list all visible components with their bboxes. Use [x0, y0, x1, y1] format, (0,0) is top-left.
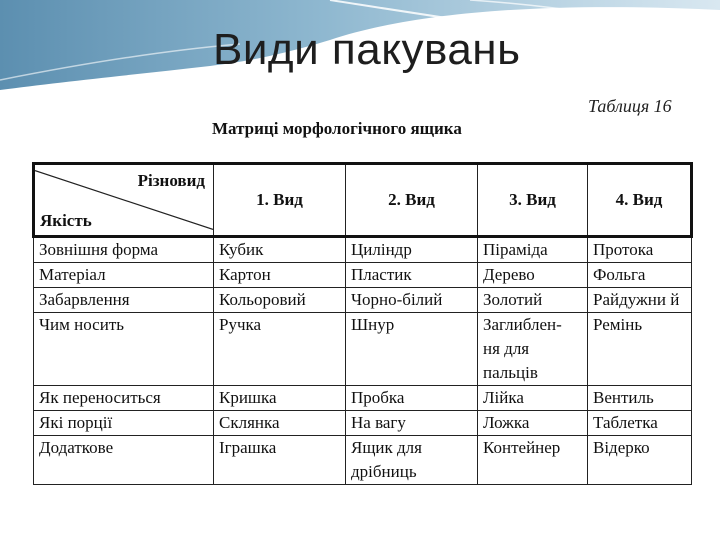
corner-label-variety: Різновид: [137, 171, 205, 190]
table-cell: Циліндр: [346, 237, 478, 263]
table-cell: Протока: [588, 237, 692, 263]
table-number: Таблиця 16: [588, 96, 672, 116]
table-cell: Відерко: [588, 436, 692, 485]
table-row: [34, 237, 692, 263]
table-cell: На вагу: [346, 411, 478, 436]
column-header: 1. Вид: [214, 164, 346, 237]
row-quality-label: Зовнішня форма: [34, 237, 214, 263]
column-header: 4. Вид: [588, 164, 692, 237]
table-cell: Ящик для дрібниць: [346, 436, 478, 485]
table-cell: Піраміда: [478, 237, 588, 263]
table-row: [34, 313, 692, 386]
row-quality-label: Як переноситься: [34, 386, 214, 411]
table-cell: Контейнер: [478, 436, 588, 485]
table-cell: Склянка: [214, 411, 346, 436]
column-header: 2. Вид: [346, 164, 478, 237]
table-cell: Пластик: [346, 263, 478, 288]
table-cell: Фольга: [588, 263, 692, 288]
table-row: [34, 263, 692, 288]
table-cell: Шнур: [346, 313, 478, 386]
morphological-matrix-table: [32, 162, 693, 485]
table-cell: Пробка: [346, 386, 478, 411]
table-cell: Заглиблен- ня для пальців: [478, 313, 588, 386]
table-row: [34, 411, 692, 436]
corner-label-quality: Якість: [40, 211, 92, 230]
table-cell: Ручка: [214, 313, 346, 386]
table-cell: Лійка: [478, 386, 588, 411]
table-row: [34, 288, 692, 313]
row-quality-label: Забарвлення: [34, 288, 214, 313]
row-quality-label: Чим носить: [34, 313, 214, 386]
table-cell: Золотий: [478, 288, 588, 313]
table-cell: Ремінь: [588, 313, 692, 386]
table-cell: Іграшка: [214, 436, 346, 485]
table-cell: Райдужни й: [588, 288, 692, 313]
table-row: [34, 386, 692, 411]
table-cell: Дерево: [478, 263, 588, 288]
table-row: [34, 436, 692, 485]
row-quality-label: Матеріал: [34, 263, 214, 288]
table-cell: Вентиль: [588, 386, 692, 411]
table-cell: Кришка: [214, 386, 346, 411]
table-caption: Матриці морфологічного ящика: [212, 119, 462, 138]
header-row: [34, 164, 692, 237]
table-cell: Кубик: [214, 237, 346, 263]
row-quality-label: Які порції: [34, 411, 214, 436]
table-cell: Ложка: [478, 411, 588, 436]
column-header: 3. Вид: [478, 164, 588, 237]
table-cell: Таблетка: [588, 411, 692, 436]
corner-header-cell: [34, 164, 214, 237]
table-cell: Чорно-білий: [346, 288, 478, 313]
row-quality-label: Додаткове: [34, 436, 214, 485]
table-cell: Кольоровий: [214, 288, 346, 313]
slide-title: Види пакувань: [213, 25, 521, 74]
table-cell: Картон: [214, 263, 346, 288]
